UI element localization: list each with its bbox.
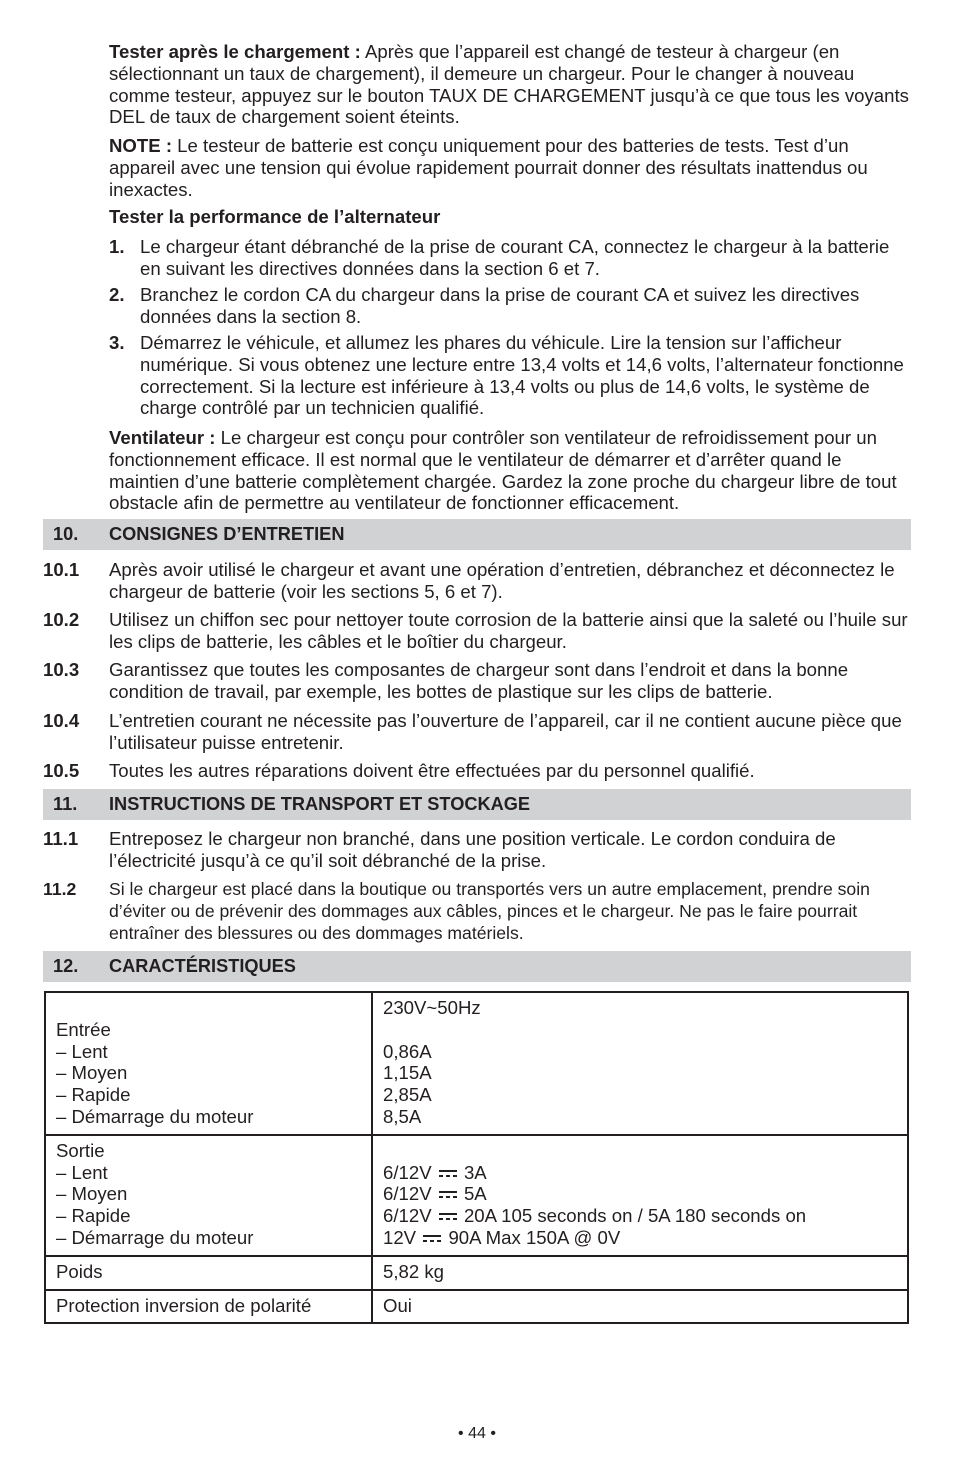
spec-label-cell — [45, 992, 372, 1135]
item-number: 10.1 — [43, 559, 80, 580]
spec-label: – Lent — [56, 1040, 108, 1062]
item-10-4 — [43, 710, 915, 754]
spec-label: – Rapide — [56, 1084, 131, 1106]
spec-label: – Moyen — [56, 1062, 128, 1084]
spec-value: 5,82 kg — [372, 1256, 908, 1290]
item-10-2 — [43, 609, 915, 653]
spec-value-voltage: 6/12V — [383, 1205, 432, 1227]
note-label: NOTE : — [109, 135, 173, 156]
spec-value-current: 5A — [463, 1183, 487, 1205]
section-number: 10. — [53, 524, 79, 544]
item-text: Si le chargeur est placé dans la boutique ou transportés vers un autre emplacement, prendre soin d’éviter ou de prévenir des dommages aux câbles, pinces et le chargeur. Ne pas le faire pourrait entraîner des blessures ou des dommages matériels. — [109, 879, 870, 943]
item-11-2 — [43, 878, 915, 944]
paragraph-label: Tester après le chargement : — [109, 41, 361, 62]
spec-label: – Démarrage du moteur — [56, 1226, 254, 1248]
spec-label: – Moyen — [56, 1183, 128, 1205]
step-text: Branchez le cordon CA du chargeur dans la prise de courant CA et suivez les directives données dans la section 8. — [140, 284, 860, 327]
section-title: CARACTÉRISTIQUES — [109, 956, 296, 976]
alternator-heading-text: Tester la performance de l’alternateur — [109, 206, 441, 227]
spec-value: 2,85A — [383, 1084, 432, 1106]
spec-value-cell — [372, 1135, 908, 1256]
spec-value-voltage: 12V — [383, 1226, 417, 1248]
item-number: 10.5 — [43, 760, 80, 781]
ventilateur-label: Ventilateur : — [109, 427, 216, 448]
spec-row-entree — [45, 992, 908, 1135]
ventilateur-paragraph — [109, 427, 915, 514]
spec-value: 8,5A — [383, 1105, 422, 1127]
item-text: L’entretien courant ne nécessite pas l’ouverture de l’appareil, car il ne contient aucune pièce que l’utilisateur puisse entretenir. — [109, 710, 902, 753]
step-number: 2. — [109, 284, 125, 305]
item-number: 11.2 — [43, 879, 77, 899]
step-text: Le chargeur étant débranché de la prise de courant CA, connectez le chargeur à la batterie en suivant les directives données dans la section 6 et 7. — [140, 236, 890, 279]
spec-label: – Lent — [56, 1161, 108, 1183]
step-text: Démarrez le véhicule, et allumez les phares du véhicule. Lire la tension sur l’afficheur numérique. Si vous obtenez une lecture entre 13,4 volts et 14,6 volts, l’alternateur fonctionne correctement. Si la lecture est inférieure à 13,4 volts ou plus de 14,6 volts, le système de charge contrôlé par un technicien qualifié. — [140, 332, 904, 419]
spec-label: Entrée — [56, 1018, 111, 1040]
page-number: • 44 • — [458, 1425, 496, 1442]
section-number: 12. — [53, 956, 79, 976]
spec-label-cell — [45, 1135, 372, 1256]
spec-label: Protection inversion de polarité — [45, 1290, 372, 1324]
paragraph-text: Après que l’appareil est changé de testeur à chargeur (en sélectionnant un taux de chargement), il demeure un chargeur. Pour le changer à nouveau comme testeur, appuyez sur le bouton TAUX DE CHARGEMENT jusqu’à ce que tous les voyants DEL de taux de chargement soient éteints. — [109, 41, 909, 128]
dc-symbol-icon — [439, 1169, 457, 1178]
alternator-heading — [109, 206, 915, 228]
spec-value — [383, 1227, 897, 1249]
spec-value-current: 20A 105 seconds on / 5A 180 seconds on — [463, 1205, 807, 1227]
section-title: INSTRUCTIONS DE TRANSPORT ET STOCKAGE — [109, 794, 531, 814]
dc-symbol-icon — [439, 1212, 457, 1221]
item-number: 10.3 — [43, 659, 80, 680]
tester-apres-chargement-paragraph — [109, 41, 915, 128]
spec-label: – Démarrage du moteur — [56, 1105, 254, 1127]
item-text: Garantissez que toutes les composantes de chargeur sont dans l’endroit et dans la bonne condition de travail, par exemple, les bottes de plastique sur les clips de batterie. — [109, 659, 849, 702]
step-3 — [109, 332, 915, 419]
step-2 — [109, 284, 915, 328]
spec-value — [383, 1162, 897, 1184]
section-10-header — [43, 519, 911, 550]
spec-value — [383, 1183, 897, 1205]
spec-label: Poids — [45, 1256, 372, 1290]
item-text: Après avoir utilisé le chargeur et avant une opération d’entretien, débranchez et déconnectez le chargeur de batterie (voir les sections 5, 6 et 7). — [109, 559, 895, 602]
spec-value — [383, 1205, 897, 1227]
spec-value-voltage: 6/12V — [383, 1161, 432, 1183]
spec-value-current: 3A — [463, 1161, 487, 1183]
item-10-3 — [43, 659, 915, 703]
spec-value-voltage: 6/12V — [383, 1183, 432, 1205]
item-number: 11.1 — [43, 828, 79, 849]
spec-label: – Rapide — [56, 1205, 131, 1227]
specifications-table — [44, 991, 909, 1324]
item-number: 10.2 — [43, 609, 80, 630]
spec-row-sortie — [45, 1135, 908, 1256]
section-12-header — [43, 951, 911, 982]
spec-value: 0,86A — [383, 1040, 432, 1062]
spec-value-cell — [372, 992, 908, 1135]
note-text: Le testeur de batterie est conçu uniquement pour des batteries de tests. Test d’un appareil avec une tension qui évolue rapidement pourrait donner des résultats inattendus ou inexactes. — [109, 135, 868, 200]
section-11-header — [43, 789, 911, 820]
spec-value: 1,15A — [383, 1062, 432, 1084]
section-number: 11. — [53, 794, 78, 814]
spec-row-poids — [45, 1256, 908, 1290]
item-text: Utilisez un chiffon sec pour nettoyer toute corrosion de la batterie ainsi que la saleté ou l’huile sur les clips de batterie, les câbles et le boîtier du chargeur. — [109, 609, 908, 652]
dc-symbol-icon — [439, 1190, 457, 1199]
item-10-1 — [43, 559, 915, 603]
spec-value: 230V~50Hz — [383, 997, 481, 1018]
spec-value-current: 90A Max 150A @ 0V — [448, 1226, 621, 1248]
note-paragraph — [109, 135, 915, 200]
dc-symbol-icon — [423, 1234, 441, 1243]
item-number: 10.4 — [43, 710, 80, 731]
item-10-5 — [43, 760, 915, 782]
spec-label: Sortie — [56, 1139, 105, 1161]
item-11-1 — [43, 828, 915, 872]
section-title: CONSIGNES D’ENTRETIEN — [109, 524, 345, 544]
step-1 — [109, 236, 915, 280]
ventilateur-text: Le chargeur est conçu pour contrôler son ventilateur de refroidissement pour un fonctionnement efficace. Il est normal que le ventilateur de démarrer et d’arrêter quand le maintien d’une batterie complètement chargée. Gardez la zone proche du chargeur libre de tout obstacle afin de permettre au ventilateur de fonctionner efficacement. — [109, 427, 897, 514]
item-text: Toutes les autres réparations doivent être effectuées par du personnel qualifié. — [109, 760, 755, 781]
step-number: 3. — [109, 332, 125, 353]
item-text: Entreposez le chargeur non branché, dans une position verticale. Le cordon conduira de l’électricité jusqu’à ce qu’il soit débranché de la prise. — [109, 828, 836, 871]
spec-value: Oui — [372, 1290, 908, 1324]
step-number: 1. — [109, 236, 125, 257]
spec-row-protection — [45, 1290, 908, 1324]
